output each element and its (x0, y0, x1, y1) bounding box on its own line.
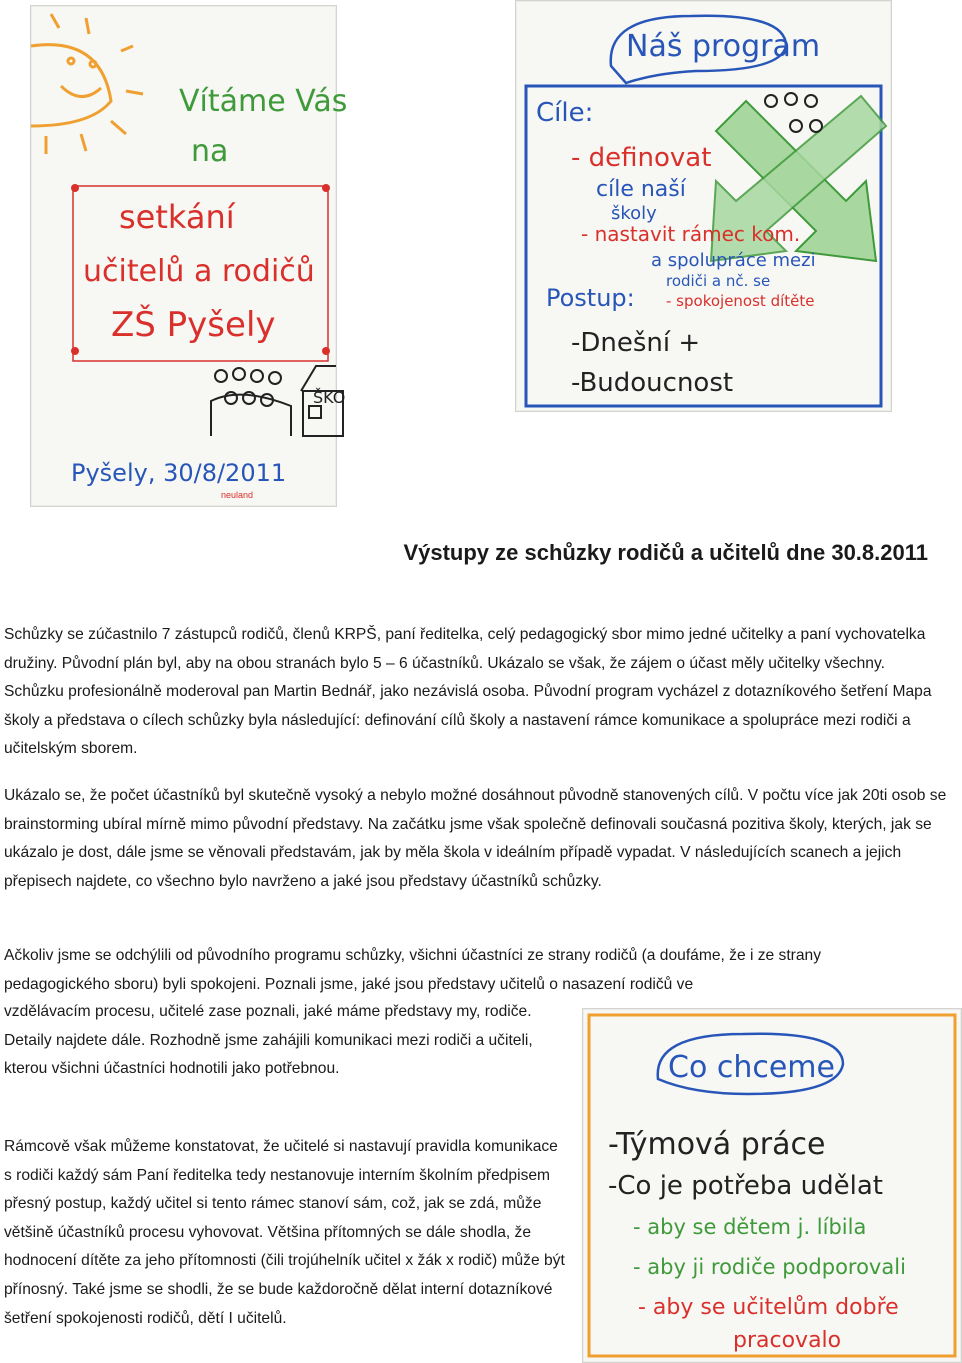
goal-line-1: - definovat (571, 143, 712, 173)
welcome-line-3: setkání (119, 198, 235, 236)
document-title: Výstupy ze schůzky rodičů a učitelů dne 30.8.2011 (403, 540, 928, 565)
paragraph-satisfaction-continued: vzdělávacím procesu, učitelé zase poznali, jaké máme představy my, rodiče. Detaily najdete dále. Rozhodně jsme zahájili komunikaci mezi rodiči a učiteli, kterou všichni účastníci hodnotili jako potřebnou. (4, 1003, 533, 1078)
want-line-4: - aby ji rodiče podporovali (633, 1255, 906, 1279)
people-icon (211, 368, 291, 436)
want-line-1: -Týmová práce (608, 1127, 826, 1162)
goal-line-7: - spokojenost dítěte (666, 292, 815, 310)
welcome-line-4: učitelů a rodičů (83, 254, 315, 289)
paragraph-attendance: Schůzky se zúčastnilo 7 zástupců rodičů, členů KRPŠ, paní ředitelka, celý pedagogický sbor mimo jedné učitelky a paní vychovatelka družiny. Původní plán byl, aby na obou stranách bylo 5 – 6 účastníků. Ukázalo se však, že zájem o účast měly učitelky všechny. Schůzku profesionálně moderoval pan Martin Bednář, jako nezávislá osoba. Původní program vycházel z dotazníkového šetření Mapa školy a představa o cílech schůzky byla následující: definování cílů školy a nastavení rámce komunikace a spolupráce mezi rodiči a učitelským sborem. (4, 626, 932, 758)
paragraph-satisfaction: Ačkoliv jsme se odchýlili od původního programu schůzky, všichni účastníci ze strany rodičů (a doufáme, že i ze strany pedagogického sboru) byli spokojeni. Poznali jsme, jaké jsou představy učitelů o nasazení rodičů ve (4, 947, 822, 993)
welcome-poster-photo (30, 5, 348, 507)
goal-line-2: cíle naší (596, 177, 686, 202)
welcome-date: Pyšely, 30/8/2011 (71, 459, 287, 487)
brand-label: neuland (221, 490, 254, 500)
want-line-6: pracovalo (733, 1328, 842, 1353)
program-poster-drawing (516, 1, 891, 411)
sun-icon (31, 14, 143, 154)
welcome-poster-drawing (31, 6, 348, 506)
welcome-line-1: Vítáme Vás (179, 84, 348, 119)
figures-icon (765, 93, 822, 132)
welcome-line-5: ZŠ Pyšely (111, 305, 276, 345)
process-item-2: -Budoucnost (571, 368, 734, 398)
program-poster-photo (515, 0, 892, 412)
want-line-2: -Co je potřeba udělat (608, 1171, 883, 1201)
goals-heading: Cíle: (536, 98, 594, 128)
goal-line-5: a spolupráce mezi (651, 250, 816, 271)
goal-line-4: - nastavit rámec kom. (581, 222, 801, 246)
welcome-line-2: na (191, 134, 229, 169)
process-item-1: -Dnešní + (571, 328, 701, 358)
want-title: Co chceme (668, 1050, 835, 1085)
paragraph-brainstorming: Ukázalo se, že počet účastníků byl skutečně vysoký a nebylo možné dosáhnout původně stanovených cílů. V počtu více jak 20ti osob se brainstorming ubíral mírně mimo původní představy. Na začátku jsme však společně definovali současná pozitiva školy, kterých, jak se ukázalo je dost, dále jsme se věnovali představám, jak by měla škola v ideálním případě vypadat. V následujících scanech a jejich přepisech najdete, co všechno bylo navrženo a jaké jsou představy účastníků schůzky. (4, 787, 947, 890)
want-poster-drawing (583, 1009, 961, 1362)
process-heading: Postup: (546, 284, 635, 312)
goal-line-6: rodiči a nč. se (666, 272, 771, 290)
want-poster-photo (582, 1008, 962, 1363)
goal-line-3: školy (611, 203, 657, 224)
paragraph-rules: Rámcově však můžeme konstatovat, že učitelé si nastavují pravidla komunikace s rodiči každý sám Paní ředitelka tedy nestanovuje interním školním předpisem přesný postup, každý učitel si tento rámec stanoví sám, což, jak se zdá, může většině účastníků procesu vyhovovat. Většina přítomných se dále shodla, že hodnocení dítěte za jeho přítomnosti (čili trojúhelník učitel x žák x rodič) může být přínosný. Také jsme se shodli, že se bude každoročně dělat interní dotazníkové šetření spokojenosti rodičů, dětí I učitelů. (4, 1138, 565, 1327)
want-line-5: - aby se učitelům dobře (638, 1295, 899, 1320)
program-title: Náš program (626, 29, 821, 64)
want-line-3: - aby se dětem j. líbila (633, 1215, 867, 1239)
school-sign: ŠKO (313, 388, 346, 407)
